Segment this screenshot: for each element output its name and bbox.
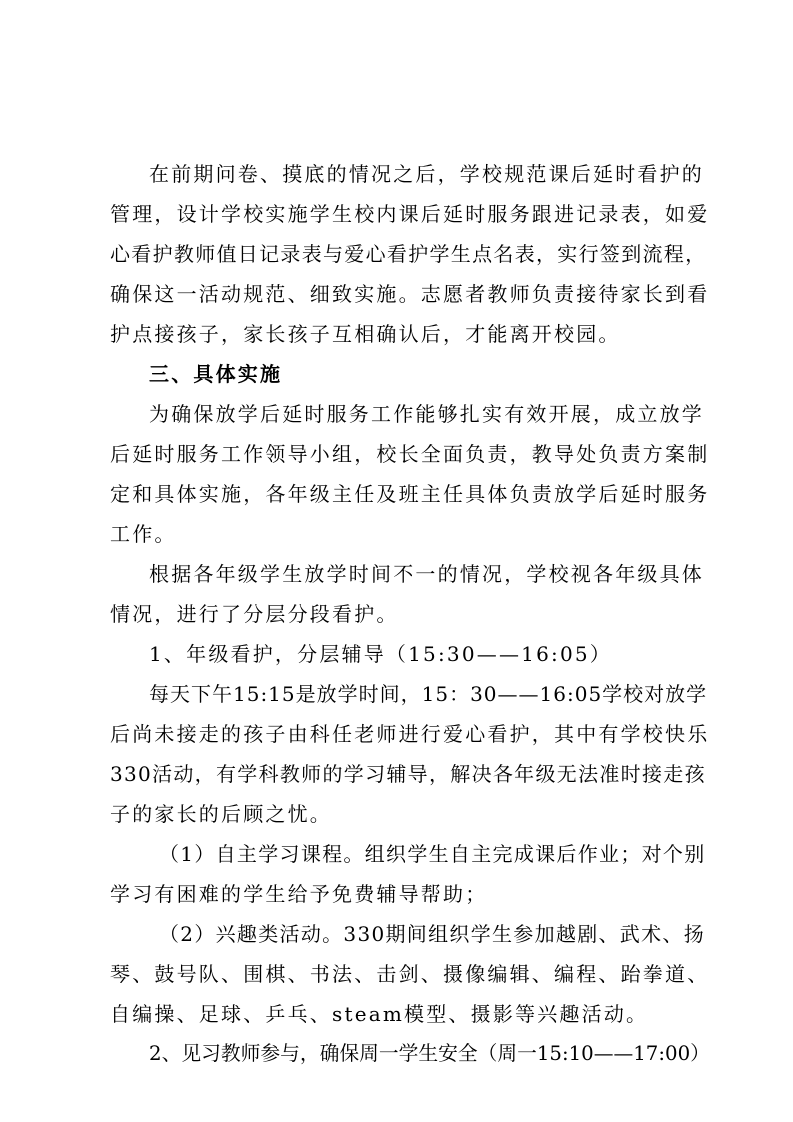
list-item-line: 琴、鼓号队、围棋、书法、击剑、摄像编辑、编程、跆拳道、 [110,962,710,986]
paragraph-line: 心看护教师值日记录表与爱心看护学生点名表，实行签到流程， [110,242,707,266]
paragraph-line: 定和具体实施，各年级主任及班主任具体负责放学后延时服务 [110,482,710,506]
list-item-line: 学习有困难的学生给予免费辅导帮助； [110,882,488,906]
section-heading: 三、具体实施 [149,362,283,386]
paragraph-line: 在前期问卷、摸底的情况之后，学校规范课后延时看护的 [149,162,704,186]
paragraph-line: 后尚未接走的孩子由科任老师进行爱心看护，其中有学校快乐 [110,722,710,746]
paragraph-line: 子的家长的后顾之忧。 [110,802,332,826]
list-item-line: （2）兴趣类活动。330期间组织学生参加越剧、武术、扬 [159,922,705,946]
list-item-line: （1）自主学习课程。组织学生自主完成课后作业；对个别 [159,842,706,866]
subsection-heading: 2、见习教师参与，确保周一学生安全（周一15:10——17:00） [149,1042,710,1065]
paragraph-line: 根据各年级学生放学时间不一的情况，学校视各年级具体 [149,562,704,586]
list-item-line: 自编操、足球、乒乓、steam模型、摄影等兴趣活动。 [110,1002,649,1026]
paragraph-line: 护点接孩子，家长孩子互相确认后，才能离开校园。 [110,322,621,346]
paragraph-line: 情况，进行了分层分段看护。 [110,602,399,626]
paragraph-line: 后延时服务工作领导小组，校长全面负责，教导处负责方案制 [110,442,710,466]
paragraph-line: 管理，设计学校实施学生校内课后延时服务跟进记录表，如爱 [110,202,710,226]
paragraph-line: 为确保放学后延时服务工作能够扎实有效开展，成立放学 [149,402,704,426]
subsection-heading: 1、年级看护，分层辅导（15:30——16:05） [149,642,612,666]
paragraph-line: 确保这一活动规范、细致实施。志愿者教师负责接待家长到看 [110,282,710,306]
paragraph-line: 每天下午15:15是放学时间，15：30——16:05学校对放学 [149,682,708,706]
paragraph-line: 330活动，有学科教师的学习辅导，解决各年级无法准时接走孩 [110,762,706,786]
paragraph-line: 工作。 [110,522,177,546]
